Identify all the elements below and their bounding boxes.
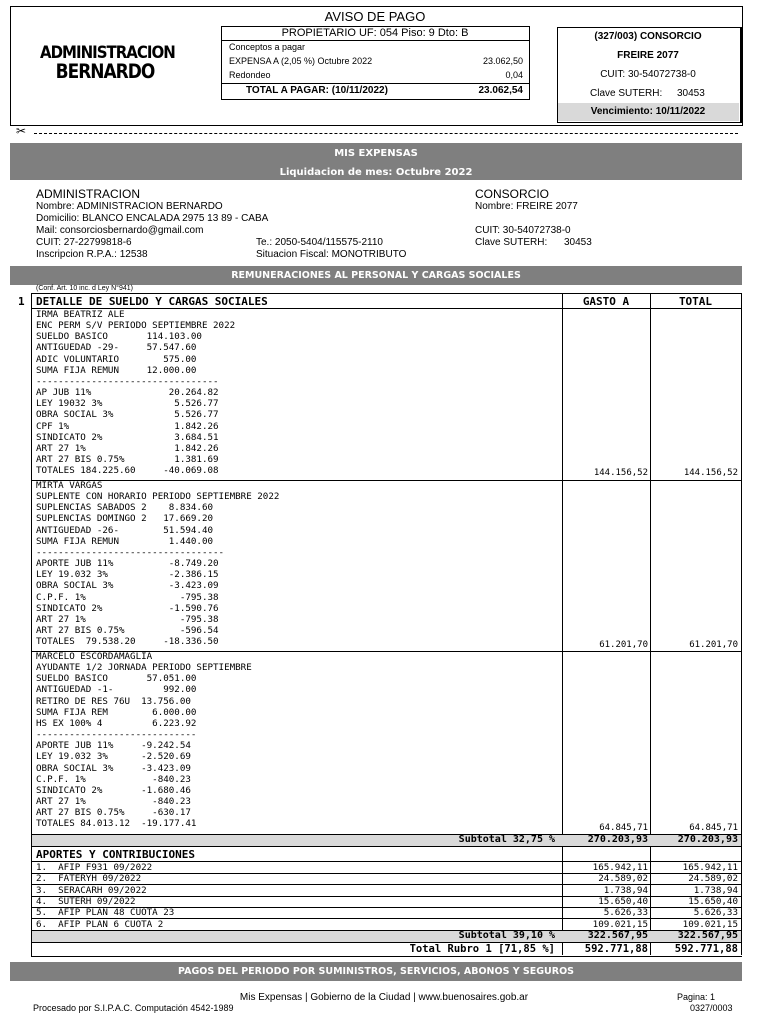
total-rubro-total: 592.771,88 [674,943,738,955]
aporte-label: 5. AFIP PLAN 48 CUOTA 23 [36,907,175,919]
employee-line: ART 27 1% -840.23 [36,796,191,808]
employee-line: SINDICATO 2% -1.680.46 [36,784,191,796]
employee-gasto: 64.845,71 [599,823,648,833]
aporte-total: 109.021,15 [682,918,738,930]
aportes-title: APORTES Y CONTRIBUCIONES [36,848,195,861]
admin-cuit: CUIT: 27-22799818-6 [36,237,132,248]
employee-detail [36,651,741,830]
employee-line: C.P.F. 1% -795.38 [36,591,219,603]
total-a-pagar-value: 23.062,54 [478,85,523,96]
employee-line: ART 27 1% -795.38 [36,613,219,625]
employee-line: ART 27 BIS 0.75% -596.54 [36,625,219,637]
aporte-label: 6. AFIP PLAN 6 CUOTA 2 [36,918,164,930]
employee-line: C.P.F. 1% -840.23 [36,773,191,785]
employee-line: SINDICATO 2% 3.684.51 [36,431,219,443]
employee-line: AP JUB 11% 20.264.82 [36,387,219,399]
employee-line: OBRA SOCIAL 3% -3.423.09 [36,580,219,592]
total-a-pagar-label: TOTAL A PAGAR: (10/11/2022) [246,85,388,96]
logo-line2: BERNARDO [55,60,155,84]
aporte-gasto: 15.650,40 [598,895,648,907]
employee-line: HS EX 100% 4 6.223.92 [36,717,197,729]
total-rubro-gasto: 592.771,88 [584,943,648,955]
subtotal-1-total: 270.203,93 [677,834,738,845]
employee-line: ADIC VOLUNTARIO 575.00 [36,353,197,365]
employee-total: 61.201,70 [689,640,738,650]
redondeo-label: Redondeo [229,70,271,80]
employee-gasto: 144.156,52 [593,468,648,478]
employee-line: SUMA FIJA REMUN 1.440.00 [36,535,214,547]
employee-block-1 [36,309,741,476]
employee-line: SUELDO BASICO 114.103.00 [36,331,202,343]
aporte-label: 1. AFIP F931 09/2022 [36,862,153,873]
employee-line: IRMA BEATRIZ ALE [36,309,125,320]
employee-total: 144.156,52 [683,468,738,478]
employee-block-3 [36,651,741,830]
consorcio-nombre: Nombre: FREIRE 2077 [475,201,578,212]
expensa-label: EXPENSA A (2,05 %) Octubre 2022 [229,56,373,66]
suterh-value: 30453 [677,88,705,99]
admin-mail: Mail: consorciosbernardo@gmail.com [36,225,204,236]
employee-line: MIRTA VARGAS [36,480,103,491]
employee-line: ART 27 BIS 0.75% -630.17 [36,807,191,819]
employee-detail [36,480,741,647]
section-remuneraciones-title: REMUNERACIONES AL PERSONAL Y CARGAS SOCIALES [231,270,521,281]
aporte-total: 15.650,40 [688,895,738,907]
footer-center: Mis Expensas | Gobierno de la Ciudad | www.buenosaires.gob.ar [239,992,529,1003]
employee-line: LEY 19.032 3% -2.520.69 [36,751,191,763]
employee-line: OBRA SOCIAL 3% 5.526.77 [36,409,219,421]
consorcio-suterh-label: Clave SUTERH: [475,237,548,248]
propietario-label: PROPIETARIO UF: 054 Piso: 9 Dto: B [281,27,469,39]
employee-line: ANTIGUEDAD -1- 992.00 [36,684,197,696]
consorcio-cuit: CUIT: 30-54072738-0 [600,69,696,80]
employee-line: ---------------------------------- [36,546,225,558]
admin-nombre: Nombre: ADMINISTRACION BERNARDO [36,201,223,212]
aporte-label: 3. SERACARH 09/2022 [36,884,147,896]
aporte-total: 5.626,33 [693,907,738,919]
aporte-gasto: 165.942,11 [592,862,648,873]
employee-line: ----------------------------- [36,729,197,741]
employee-line: --------------------------------- [36,375,219,387]
aporte-label: 2. FATERYH 09/2022 [36,873,142,885]
banner-title: MIS EXPENSAS [334,148,418,159]
employee-line: TOTALES 184.225.60 -40.069.08 [36,465,219,477]
col-header-gasto: GASTO A [582,295,630,308]
employee-detail [36,309,741,476]
subtotal-2-gasto: 322.567,95 [587,930,648,941]
employee-line: MARCELO ESCORDAMAGLIA [36,651,153,662]
subtotal-1-label: Subtotal 32,75 % [458,834,555,845]
footer-page: Pagina: 1 [677,992,716,1002]
aporte-gasto: 109.021,15 [592,918,648,930]
cut-line [34,133,738,134]
admin-tel: Te.: 2050-5404/115575-2110 [256,237,383,248]
vencimiento-label: Vencimiento: 10/11/2022 [590,106,706,117]
rubro-title: DETALLE DE SUELDO Y CARGAS SOCIALES [36,295,268,308]
employee-line: OBRA SOCIAL 3% -3.423.09 [36,762,191,774]
employee-line: SUPLENCIAS SABADOS 2 8.834.60 [36,502,214,514]
consorcio-suterh-value: 30453 [564,237,592,248]
redondeo-value: 0,04 [505,70,523,80]
employee-line: CPF 1% 1.842.26 [36,420,219,432]
aporte-total: 1.738,94 [693,884,738,896]
admin-domicilio: Domicilio: BLANCO ENCALADA 2975 13 89 - CABA [36,213,269,224]
logo-line1: ADMINISTRACION [40,41,175,63]
employee-line: APORTE JUB 11% -9.242.54 [36,740,191,752]
employee-line: SINDICATO 2% -1.590.76 [36,602,219,614]
employee-line: ANTIGUEDAD -26- 51.594.40 [36,524,214,536]
admin-heading: ADMINISTRACION [36,187,141,201]
aporte-total: 165.942,11 [682,862,738,873]
admin-logo [40,41,175,84]
conceptos-label: Conceptos a pagar [229,42,306,52]
subtotal-2-total: 322.567,95 [677,930,738,941]
expensa-value: 23.062,50 [482,56,523,66]
subtotal-2-label: Subtotal 39,10 % [458,930,555,941]
employee-line: TOTALES 79.538.20 -18.336.50 [36,636,219,648]
employee-block-2 [36,480,741,647]
total-rubro-label: Total Rubro 1 [71,85 %] [409,943,555,955]
employee-line: SUPLENTE CON HORARIO PERIODO SEPTIEMBRE 2022 [36,491,280,503]
section-remuneraciones-bar [10,266,742,285]
consorcio-cuit-info: CUIT: 30-54072738-0 [475,225,571,236]
footer-code: 0327/0003 [690,1003,733,1013]
col-header-total: TOTAL [678,295,713,308]
aporte-gasto: 5.626,33 [603,907,648,919]
employee-line: ART 27 1% 1.842.26 [36,442,219,454]
divider [221,40,530,41]
employee-total: 64.845,71 [689,823,738,833]
coupon-title: AVISO DE PAGO [324,9,426,24]
consorcio-heading: CONSORCIO [475,187,550,201]
section-pagos-bar [10,962,742,981]
employee-line: RETIRO DE RES 76U 13.756.00 [36,695,191,707]
rubro-number: 1 [18,295,25,308]
scissors-icon: ✂ [16,124,27,138]
aporte-label: 4. SUTERH 09/2022 [36,895,136,907]
employee-line: ART 27 BIS 0.75% 1.381.69 [36,454,219,466]
admin-rpa: Inscripcion R.P.A.: 12538 [36,249,148,260]
employee-line: ENC PERM S/V PERIODO SEPTIEMBRE 2022 [36,320,236,332]
employee-line: TOTALES 84.013.12 -19.177.41 [36,818,197,830]
banner-period: Liquidacion de mes: Octubre 2022 [279,167,473,178]
employee-line: SUELDO BASICO 57.051.00 [36,673,197,685]
aporte-gasto: 24.589,02 [598,873,648,885]
employee-line: SUPLENCIAS DOMINGO 2 17.669.20 [36,513,214,525]
col-divider-right [741,293,742,955]
employee-line: SUMA FIJA REM 6.000.00 [36,706,197,718]
employee-line: LEY 19.032 3% -2.386.15 [36,569,219,581]
consorcio-code: (327/003) CONSORCIO [594,31,702,42]
footer-processed: Procesado por S.I.P.A.C. Computación 4542-1989 [33,1003,234,1013]
aporte-gasto: 1.738,94 [603,884,648,896]
consorcio-name: FREIRE 2077 [617,50,679,61]
employee-line: ANTIGUEDAD -29- 57.547.60 [36,342,197,354]
divider [221,83,530,84]
mis-expensas-banner [10,143,742,180]
employee-line: LEY 19032 3% 5.526.77 [36,398,219,410]
employee-line: SUMA FIJA REMUN 12.000.00 [36,364,197,376]
admin-fiscal: Situacion Fiscal: MONOTRIBUTO [256,249,407,260]
ley-note: (Conf. Art. 10 inc. d Ley N°941) [36,285,133,292]
employee-gasto: 61.201,70 [599,640,648,650]
employee-line: AYUDANTE 1/2 JORNADA PERIODO SEPTIEMBRE [36,662,252,674]
subtotal-1-gasto: 270.203,93 [587,834,648,845]
section-pagos-title: PAGOS DEL PERIODO POR SUMINISTROS, SERVICIOS, ABONOS Y SEGUROS [178,966,574,977]
divider [31,846,741,847]
aporte-total: 24.589,02 [688,873,738,885]
employee-line: APORTE JUB 11% -8.749.20 [36,558,219,570]
suterh-label: Clave SUTERH: [590,88,663,99]
